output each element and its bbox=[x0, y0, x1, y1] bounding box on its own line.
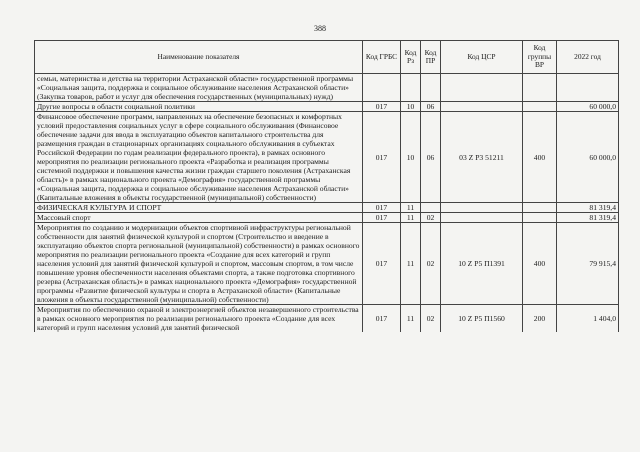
row-name: Финансовое обеспечение программ, направленных на обеспечение безопасных и комфортных условий предоставления социальных услуг в сфере социального обслуживания (Финансовое обеспечение задачи для ввода в эксплуатацию объектов капитального строительства для размещения граждан в стационарных организациях социального обслуживания в субъектах Российской Федерации по годам реализации федерального проекта), в рамках основного мероприятия по реализации регионального проекта «Разработка и реализация программы системной поддержки и повышения качества жизни граждан старшего поколения (Астраханская область)» в рамках национального проекта «Демография» государственной программы «Социальная защита, поддержка и социальное обслуживание населения Астраханской области» (Капитальные вложения в объекты государственной (муниципальной) собственности) bbox=[35, 112, 363, 203]
row-pr: 06 bbox=[421, 102, 441, 112]
row-rz: 11 bbox=[401, 213, 421, 223]
table-row bbox=[35, 305, 619, 333]
header-rz: Код Рз bbox=[401, 41, 421, 74]
row-amount: 60 000,0 bbox=[557, 102, 619, 112]
table-row bbox=[35, 102, 619, 112]
row-rz: 11 bbox=[401, 223, 421, 305]
row-grbs: 017 bbox=[363, 203, 401, 213]
row-rz: 11 bbox=[401, 203, 421, 213]
row-csr: 10 Z P5 П1391 bbox=[441, 223, 523, 305]
row-vr bbox=[523, 102, 557, 112]
row-csr: 10 Z P5 П1560 bbox=[441, 305, 523, 333]
row-grbs bbox=[363, 74, 401, 102]
row-vr bbox=[523, 74, 557, 102]
row-csr bbox=[441, 213, 523, 223]
row-pr: 06 bbox=[421, 112, 441, 203]
row-vr bbox=[523, 213, 557, 223]
row-vr: 200 bbox=[523, 305, 557, 333]
row-amount: 60 000,0 bbox=[557, 112, 619, 203]
row-csr bbox=[441, 102, 523, 112]
row-rz: 11 bbox=[401, 305, 421, 333]
row-amount: 81 319,4 bbox=[557, 213, 619, 223]
row-grbs: 017 bbox=[363, 305, 401, 333]
row-rz: 10 bbox=[401, 102, 421, 112]
row-rz: 10 bbox=[401, 112, 421, 203]
row-pr: 02 bbox=[421, 305, 441, 333]
table-row bbox=[35, 203, 619, 213]
row-name: Мероприятия по обеспечению охраной и электроэнергией объектов незавершенного строительства в рамках основного мероприятия по реализации регионального проекта «Создание для всех категорий и групп населения условий для занятий физической bbox=[35, 305, 363, 333]
row-vr: 400 bbox=[523, 112, 557, 203]
row-pr: 02 bbox=[421, 223, 441, 305]
row-name: Массовый спорт bbox=[35, 213, 363, 223]
row-pr bbox=[421, 74, 441, 102]
row-csr: 03 Z P3 51211 bbox=[441, 112, 523, 203]
header-name: Наименование показателя bbox=[35, 41, 363, 74]
table-header-row bbox=[35, 41, 619, 74]
row-grbs: 017 bbox=[363, 112, 401, 203]
table-row bbox=[35, 74, 619, 102]
row-name: Мероприятия по созданию и модернизации объектов спортивной инфраструктуры региональной собственности для занятий физической культурой и спортом (Строительство и введение в эксплуатацию объектов спорта региональной (муниципальной) собственности) в рамках основного мероприятия по реализации регионального проекта «Создание для всех категорий и групп населения условий для занятий физической культурой и спортом, массовым спортом, в том числе повышение уровня обеспеченности населения объектами спорта, а также подготовка спортивного резерва (Астраханская область)» в рамках национального проекта «Демография» государственной программы «Развитие физической культуры и спорта в Астраханской области» (Капитальные вложения в объекты государственной (муниципальной) собственности) bbox=[35, 223, 363, 305]
row-name: ФИЗИЧЕСКАЯ КУЛЬТУРА И СПОРТ bbox=[35, 203, 363, 213]
row-csr bbox=[441, 74, 523, 102]
row-vr bbox=[523, 203, 557, 213]
header-grbs: Код ГРБС bbox=[363, 41, 401, 74]
header-year: 2022 год bbox=[557, 41, 619, 74]
header-csr: Код ЦСР bbox=[441, 41, 523, 74]
row-amount: 1 404,0 bbox=[557, 305, 619, 333]
row-pr bbox=[421, 203, 441, 213]
row-pr: 02 bbox=[421, 213, 441, 223]
row-grbs: 017 bbox=[363, 223, 401, 305]
row-csr bbox=[441, 203, 523, 213]
header-vr: Код группы ВР bbox=[523, 41, 557, 74]
budget-table bbox=[34, 40, 619, 332]
header-pr: Код ПР bbox=[421, 41, 441, 74]
table-row bbox=[35, 112, 619, 203]
table-row bbox=[35, 213, 619, 223]
row-vr: 400 bbox=[523, 223, 557, 305]
row-amount: 81 319,4 bbox=[557, 203, 619, 213]
table-row bbox=[35, 223, 619, 305]
row-grbs: 017 bbox=[363, 213, 401, 223]
row-name: Другие вопросы в области социальной политики bbox=[35, 102, 363, 112]
row-grbs: 017 bbox=[363, 102, 401, 112]
row-name: семьи, материнства и детства на территории Астраханской области» государственной программы «Социальная защита, поддержка и социальное обслуживание населения Астраханской области» (Закупка товаров, работ и услуг для обеспечения государственных (муниципальных) нужд) bbox=[35, 74, 363, 102]
row-amount bbox=[557, 74, 619, 102]
row-rz bbox=[401, 74, 421, 102]
row-amount: 79 915,4 bbox=[557, 223, 619, 305]
page-number: 388 bbox=[314, 24, 326, 33]
